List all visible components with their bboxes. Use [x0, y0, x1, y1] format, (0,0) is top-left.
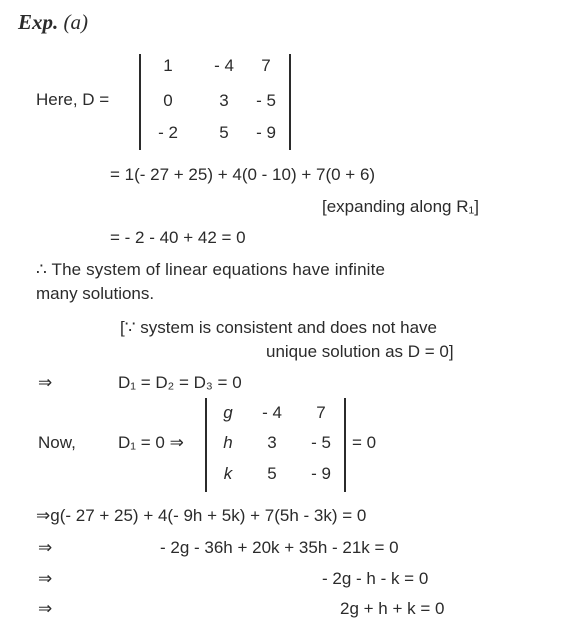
matrix-d1-cell-r3-c3: - 9	[311, 464, 331, 483]
reason-line-2: unique solution as D = 0]	[266, 342, 454, 361]
matrix-d1-cell-r1-c3: 7	[316, 403, 326, 422]
matrix-d-cell-r1-c3: 7	[261, 56, 271, 75]
substitution-line: ⇒g(- 27 + 25) + 4(- 9h + 5k) + 7(5h - 3k) = 0	[36, 506, 367, 525]
matrix-d1-cell-r3-c1: k	[223, 464, 233, 483]
exp-heading	[18, 10, 88, 34]
conclusion-line-2: many solutions.	[36, 284, 155, 303]
matrix-d-cell-r3-c2: 5	[219, 123, 229, 142]
matrix-d1-cell-r2-c1: h	[223, 433, 233, 452]
expansion-step: = 1(- 27 + 25) + 4(0 - 10) + 7(0 + 6)	[110, 165, 376, 184]
implies-arrow: ⇒	[38, 373, 53, 392]
matrix-d-cell-r2-c3: - 5	[256, 91, 276, 110]
now-label: Now,	[38, 433, 76, 452]
matrix-d-cell-r2-c1: 0	[163, 91, 173, 110]
expansion-note: [expanding along R₁]	[322, 197, 479, 216]
d1-tail: = 0	[352, 433, 377, 452]
matrix-d-cell-r1-c2: - 4	[214, 56, 234, 75]
implies-arrow: ⇒	[38, 599, 53, 618]
conclusion-line-1: ∴ The system of linear equations have infinite	[36, 260, 386, 279]
reason-line-1: [∵ system is consistent and does not have	[120, 318, 437, 337]
matrix-d-cell-r3-c3: - 9	[256, 123, 276, 142]
implies-arrow: ⇒	[38, 538, 53, 557]
d-equal-line: D₁ = D₂ = D₃ = 0	[118, 373, 242, 392]
matrix-d-cell-r3-c1: - 2	[158, 123, 178, 142]
exp-label: Exp.	[18, 10, 59, 34]
matrix-d1-cell-r3-c2: 5	[267, 464, 277, 483]
result-step: = - 2 - 40 + 42 = 0	[110, 228, 246, 247]
matrix-d1-cell-r2-c2: 3	[267, 433, 277, 452]
option-label: (a)	[63, 10, 89, 34]
here-label: Here, D =	[36, 90, 110, 109]
d1-label: D₁ = 0 ⇒	[118, 433, 184, 452]
simplified-line-1: - 2g - 36h + 20k + 35h - 21k = 0	[160, 538, 399, 557]
matrix-d1-cell-r1-c2: - 4	[262, 403, 282, 422]
matrix-d1-cell-r1-c1: g	[223, 403, 233, 422]
matrix-d-cell-r2-c2: 3	[219, 91, 229, 110]
simplified-line-2: - 2g - h - k = 0	[322, 569, 429, 588]
matrix-d1-cell-r2-c3: - 5	[311, 433, 331, 452]
matrix-d-cell-r1-c1: 1	[163, 56, 173, 75]
final-equation: 2g + h + k = 0	[340, 599, 445, 618]
implies-arrow: ⇒	[38, 569, 53, 588]
